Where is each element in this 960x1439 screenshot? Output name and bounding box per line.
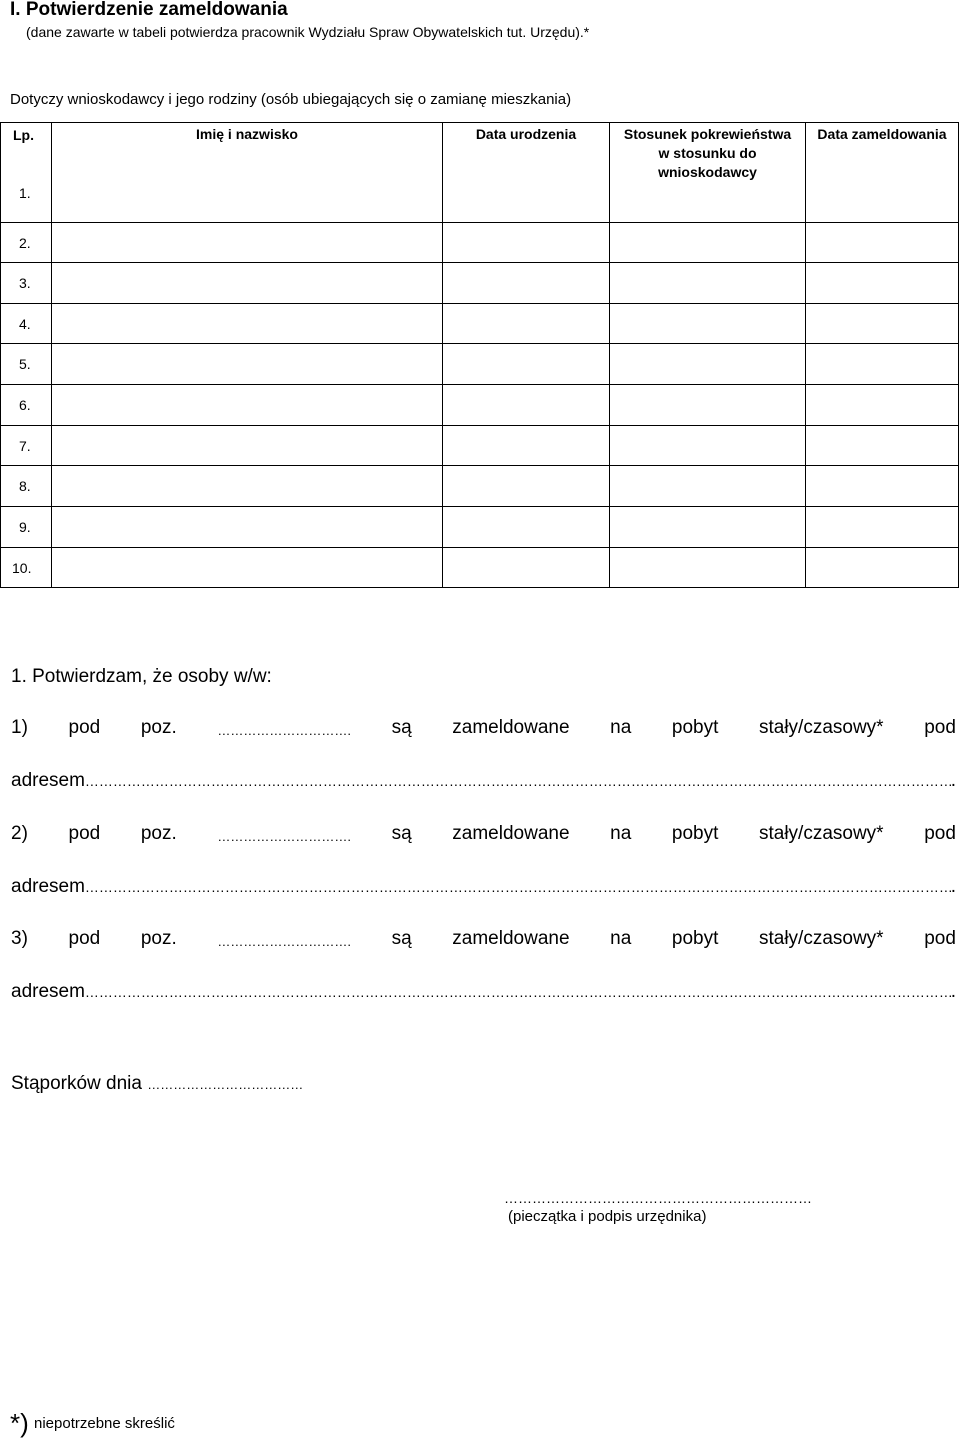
address-label: adresem (11, 981, 85, 1002)
column-header-birthdate: Data urodzenia (443, 123, 610, 223)
word: zameldowane (452, 717, 570, 738)
birthdate-cell[interactable] (443, 344, 610, 385)
registration-date-cell[interactable] (806, 385, 959, 426)
registration-date-cell[interactable] (806, 223, 959, 263)
word-pod: pod (68, 717, 101, 738)
name-cell[interactable] (52, 385, 443, 426)
relationship-cell[interactable] (610, 304, 806, 344)
table-row (1, 304, 959, 344)
name-cell[interactable] (52, 548, 443, 588)
name-cell[interactable] (52, 426, 443, 466)
birthdate-cell[interactable] (443, 304, 610, 344)
name-cell[interactable] (52, 507, 443, 548)
word-pod: pod (68, 928, 101, 949)
word: pod (924, 823, 956, 844)
signature-label: (pieczątka i podpis urzędnika) (508, 1208, 707, 1225)
word: stały/czasowy* (758, 823, 884, 844)
place-date-line (11, 1072, 303, 1097)
word: pobyt (671, 928, 719, 949)
table-row (1, 385, 959, 426)
row-number: 3. (1, 263, 52, 304)
registration-date-cell[interactable] (806, 263, 959, 304)
word: są (391, 823, 412, 844)
confirmation-heading: 1. Potwierdzam, że osoby w/w: (11, 666, 272, 687)
table-row (1, 466, 959, 507)
relationship-cell[interactable] (610, 344, 806, 385)
name-cell[interactable] (52, 223, 443, 263)
relationship-cell[interactable] (610, 466, 806, 507)
birthdate-cell[interactable] (443, 223, 610, 263)
name-cell[interactable] (52, 263, 443, 304)
address-dots[interactable] (85, 876, 951, 898)
position-dots[interactable]: …………………………. (217, 829, 351, 844)
word: stały/czasowy* (758, 928, 884, 949)
word: na (610, 928, 632, 949)
word: są (391, 717, 412, 738)
word-poz: poz. (140, 928, 177, 949)
row-number: 8. (1, 466, 52, 507)
footnote-mark: *) (10, 1408, 29, 1438)
column-header-name: Imię i nazwisko (52, 123, 443, 223)
item-prefix: 1) (11, 717, 28, 738)
column-header-registration-date: Data zameldowania (806, 123, 959, 223)
relationship-cell[interactable] (610, 548, 806, 588)
table-row (1, 263, 959, 304)
word: pod (924, 717, 956, 738)
word: zameldowane (452, 928, 570, 949)
table-header-row (1, 123, 959, 223)
footnote-text: niepotrzebne skreślić (34, 1415, 175, 1432)
word: są (391, 928, 412, 949)
address-label: adresem (11, 876, 85, 897)
word-poz: poz. (140, 823, 177, 844)
registration-date-cell[interactable] (806, 507, 959, 548)
address-dots[interactable] (85, 981, 951, 1003)
relationship-cell[interactable] (610, 385, 806, 426)
birthdate-cell[interactable] (443, 385, 610, 426)
row-number: 9. (1, 507, 52, 548)
address-end: . (950, 981, 956, 1002)
page-title: I. Potwierdzenie zameldowania (10, 0, 288, 20)
table-row (1, 507, 959, 548)
relationship-cell[interactable] (610, 507, 806, 548)
lp-label: Lp. (13, 127, 34, 143)
registration-date-cell[interactable] (806, 548, 959, 588)
row-number: 7. (1, 426, 52, 466)
intro-text: Dotyczy wnioskodawcy i jego rodziny (osób ubiegających się o zamianę mieszkania) (10, 91, 572, 108)
confirmation-line-3 (11, 928, 956, 950)
item-prefix: 2) (11, 823, 28, 844)
table-row (1, 426, 959, 466)
address-line-3[interactable] (11, 981, 956, 1003)
name-cell[interactable] (52, 466, 443, 507)
row-number: 10. (1, 548, 52, 588)
name-cell[interactable] (52, 344, 443, 385)
word-pod: pod (68, 823, 101, 844)
birthdate-cell[interactable] (443, 507, 610, 548)
confirmation-line-2 (11, 823, 956, 845)
column-header-relationship[interactable]: Stosunek pokrewieństwa w stosunku do wnioskodawcy (610, 123, 806, 223)
word: na (610, 823, 632, 844)
word: pod (924, 928, 956, 949)
address-end: . (950, 876, 956, 897)
row-number: 1. (19, 185, 31, 201)
registration-date-cell[interactable] (806, 304, 959, 344)
name-cell[interactable] (52, 304, 443, 344)
address-dots[interactable] (85, 770, 951, 792)
registration-date-cell[interactable] (806, 466, 959, 507)
word-poz: poz. (140, 717, 177, 738)
registration-date-cell[interactable] (806, 344, 959, 385)
signature-dots[interactable]: ………………………………………………………… (504, 1190, 812, 1206)
table-row (1, 548, 959, 588)
row-number: 5. (1, 344, 52, 385)
birthdate-cell[interactable] (443, 263, 610, 304)
item-prefix: 3) (11, 928, 28, 949)
registration-date-cell[interactable] (806, 426, 959, 466)
page-subtitle: (dane zawarte w tabeli potwierdza pracownik Wydziału Spraw Obywatelskich tut. Urzędu).* (26, 24, 590, 40)
word: pobyt (671, 717, 719, 738)
place-date-label: Stąporków dnia (11, 1073, 142, 1094)
row-number: 6. (1, 385, 52, 426)
relationship-cell[interactable] (610, 426, 806, 466)
word: na (610, 717, 632, 738)
address-line-2[interactable] (11, 876, 956, 898)
table-row (1, 223, 959, 263)
row-number: 2. (1, 223, 52, 263)
address-line-1[interactable] (11, 770, 956, 792)
relationship-cell[interactable] (610, 263, 806, 304)
date-dots[interactable]: ……………………………… (147, 1077, 304, 1092)
word: zameldowane (452, 823, 570, 844)
word: stały/czasowy* (758, 717, 884, 738)
position-dots[interactable]: …………………………. (217, 723, 351, 738)
relationship-cell[interactable] (610, 223, 806, 263)
family-table (0, 122, 959, 588)
word: pobyt (671, 823, 719, 844)
address-label: adresem (11, 770, 85, 791)
birthdate-cell[interactable] (443, 548, 610, 588)
birthdate-cell[interactable] (443, 466, 610, 507)
row-number: 4. (1, 304, 52, 344)
birthdate-cell[interactable] (443, 426, 610, 466)
table-row (1, 344, 959, 385)
confirmation-line-1 (11, 717, 956, 739)
position-dots[interactable]: …………………………. (217, 934, 351, 949)
lp-header-cell (1, 123, 52, 223)
address-end: . (950, 770, 956, 791)
